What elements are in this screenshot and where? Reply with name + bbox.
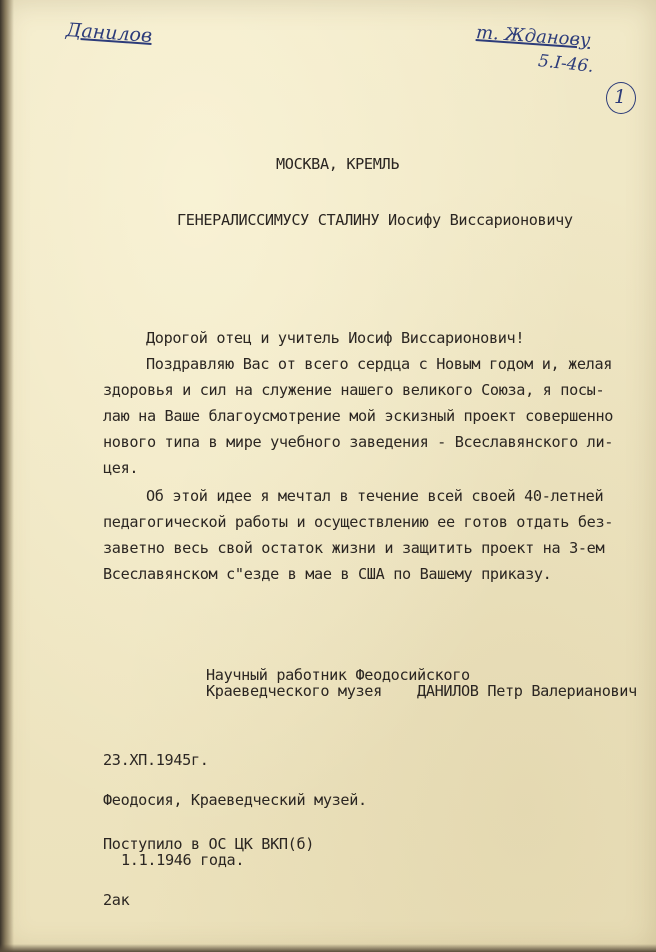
handwritten-resolution-date: 5.I-46. xyxy=(537,51,595,77)
handwritten-name-note: Данилов xyxy=(65,19,153,47)
document-date: 23.ХП.1945г. xyxy=(103,751,209,769)
body-line: Всеславянском с"езде в мае в США по Вашему приказу. xyxy=(103,565,552,583)
body-line: лаю на Ваше благоусмотрение мой эскизный проект совершенно xyxy=(103,407,614,425)
received-note: Поступило в ОС ЦК ВКП(б) xyxy=(103,835,315,853)
address-recipient: ГЕНЕРАЛИССИМУСУ СТАЛИНУ Иосифу Виссарионовичу xyxy=(177,211,573,229)
address-city: МОСКВА, КРЕМЛЬ xyxy=(276,155,400,173)
body-line: здоровья и сил на служение нашего великого Союза, я посы- xyxy=(103,381,605,399)
page-bottom-edge-shadow xyxy=(0,944,656,952)
signature-name: Краеведческого музея ДАНИЛОВ Петр Валерианович xyxy=(206,682,637,700)
body-line: нового типа в мире учебного заведения - Всеславянского ли- xyxy=(103,433,614,451)
body-line: Об этой идее я мечтал в течение всей своей 40-летней xyxy=(146,487,604,505)
received-date: 1.1.1946 года. xyxy=(121,851,245,869)
body-line: заветно весь свой остаток жизни и защитить проект на 3-ем xyxy=(103,539,605,557)
page-left-edge-shadow xyxy=(0,0,14,952)
document-place: Феодосия, Краеведческий музей. xyxy=(103,791,367,809)
body-line: Поздравляю Вас от всего сердца с Новым годом и, желая xyxy=(146,355,613,373)
copies-note: 2ак xyxy=(103,891,130,909)
body-line: цея. xyxy=(103,459,139,477)
signature-position: Научный работник Феодосийского xyxy=(206,666,470,684)
handwritten-resolution: т. Жданову xyxy=(475,22,592,51)
handwritten-page-number: 1 xyxy=(614,86,627,108)
body-line: педагогической работы и осуществлению ее готов отдать без- xyxy=(103,513,614,531)
salutation: Дорогой отец и учитель Иосиф Виссарионович! xyxy=(146,329,525,347)
